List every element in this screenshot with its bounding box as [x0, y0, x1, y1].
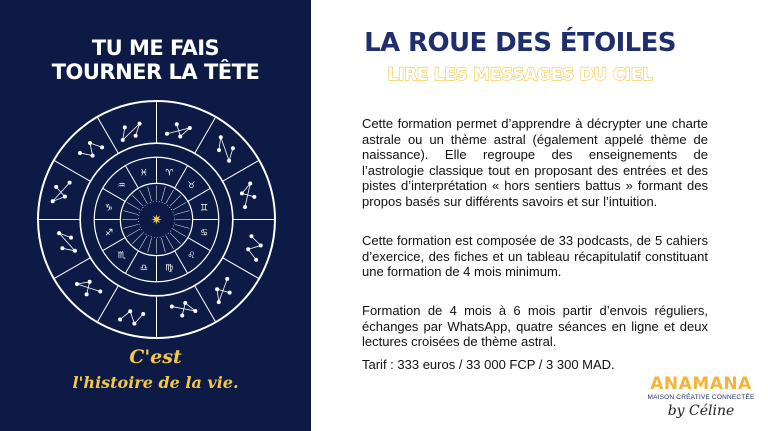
- page-title: LA ROUE DES ÉTOILES: [364, 28, 676, 58]
- zodiac-sign-icon: ♋: [199, 228, 209, 239]
- brand-logo: [641, 375, 761, 420]
- zodiac-sign-icon: ♓: [139, 168, 148, 179]
- description-paragraph-2: Cette formation est composée de 33 podcasts, de 5 cahiers d’exercice, des fiches et un tableau récapitulatif constituant une formation de 4 mois minimum.: [362, 233, 708, 280]
- poster-slogan-line1: C'est: [129, 346, 182, 368]
- description-paragraph-3: Formation de 4 mois à 6 mois partir d’envois réguliers, échanges par WhatsApp, quatre séances en ligne et deux lectures croisées de thème astral.: [362, 303, 708, 350]
- zodiac-sign-icon: ♏: [117, 250, 126, 261]
- zodiac-sign-icon: ♉: [187, 181, 196, 192]
- poster-title-line1: TU ME FAIS: [91, 36, 220, 60]
- brand-name: ANAMANA: [650, 374, 752, 394]
- zodiac-sign-icon: ♑: [104, 203, 114, 214]
- zodiac-sign-icon: ♎: [139, 263, 148, 274]
- zodiac-sign-icon: ♈: [165, 168, 174, 179]
- page-subtitle: LIRE LES MESSAGES DU CIEL: [387, 65, 653, 85]
- poster-title-line2: TOURNER LA TÊTE: [51, 60, 260, 84]
- poster-slogan-line2: l'histoire de la vie.: [72, 373, 239, 392]
- zodiac-sign-icon: ♐: [104, 228, 114, 239]
- zodiac-wheel-illustration: [36, 99, 277, 340]
- sun-icon: ✷: [150, 212, 163, 229]
- price-text: Tarif : 333 euros / 33 000 FCP / 3 300 MAD.: [362, 357, 615, 372]
- brand-tagline: MAISON CRÉATIVE CONNECTÉE: [647, 394, 755, 401]
- description-paragraph-1: Cette formation permet d’apprendre à décrypter une charte astrale ou un thème astral (également appelé thème de naissance). Elle regroupe des enseignements de l’astrologie classique tout en proposant des entrées et des pistes d’interprétation « hors sentiers battus » formant des propos basés sur différents savoirs et sur l’intuition.: [362, 116, 708, 209]
- zodiac-sign-icon: ♌: [187, 250, 196, 261]
- zodiac-sign-icon: ♊: [199, 203, 209, 214]
- zodiac-sign-icon: ♒: [117, 181, 126, 192]
- poster-panel: [0, 0, 311, 431]
- brand-signature: by Céline: [667, 403, 735, 419]
- zodiac-sign-icon: ♍: [165, 263, 174, 274]
